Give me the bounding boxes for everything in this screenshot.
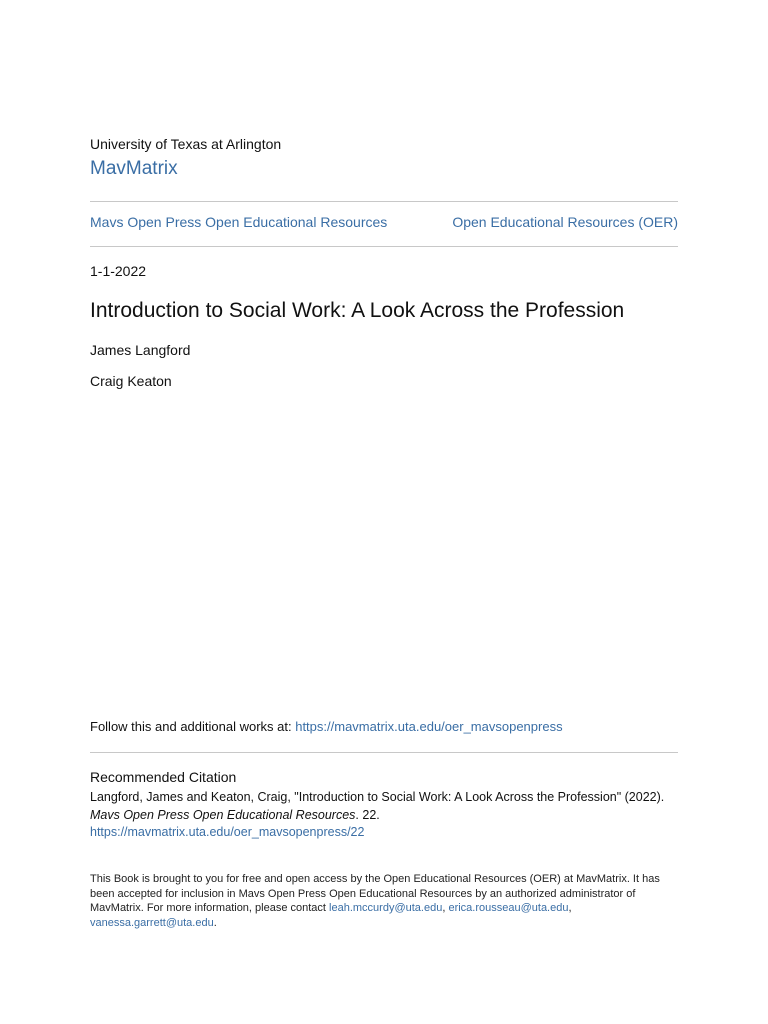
- follow-line: [90, 719, 563, 734]
- notice-end: .: [213, 916, 217, 929]
- citation-number: . 22.: [355, 807, 380, 822]
- document-title: Introduction to Social Work: A Look Across the Profession: [90, 299, 625, 322]
- citation-url-link[interactable]: https://mavmatrix.uta.edu/oer_mavsopenpress/22: [90, 825, 365, 839]
- email-separator: ,: [568, 902, 572, 915]
- community-link[interactable]: Open Educational Resources (OER): [452, 214, 678, 230]
- access-notice-text: This Book is brought to you for free and open access by the Open Educational Resources (OER) at MavMatrix. It has been accepted for inclusion in Mavs Open Press Open Educational Resources by an authorized administrator of MavMatrix. For more information, please contact: [90, 873, 660, 915]
- access-notice: [90, 872, 670, 930]
- citation-series: Mavs Open Press Open Educational Resources: [90, 807, 356, 822]
- follow-label: Follow this and additional works at:: [90, 719, 296, 734]
- publication-date: 1-1-2022: [90, 263, 147, 279]
- author-name: James Langford: [90, 342, 191, 358]
- citation-heading: Recommended Citation: [90, 769, 237, 785]
- divider-top: [90, 201, 678, 202]
- collection-link[interactable]: Mavs Open Press Open Educational Resources: [90, 214, 388, 230]
- citation-body: [90, 789, 690, 842]
- repository-link[interactable]: MavMatrix: [90, 158, 178, 179]
- author-name: Craig Keaton: [90, 373, 172, 389]
- divider-citation: [90, 752, 678, 753]
- follow-url-link[interactable]: https://mavmatrix.uta.edu/oer_mavsopenpress: [295, 719, 563, 734]
- citation-text: Langford, James and Keaton, Craig, "Introduction to Social Work: A Look Across the Profession" (2022).: [90, 790, 665, 804]
- email-link[interactable]: leah.mccurdy@uta.edu: [329, 902, 443, 915]
- institution-name: University of Texas at Arlington: [90, 136, 282, 152]
- citation-series-line: [90, 807, 690, 825]
- breadcrumb-nav: [90, 214, 678, 230]
- email-separator: ,: [442, 902, 449, 915]
- email-link[interactable]: vanessa.garrett@uta.edu: [90, 916, 214, 929]
- divider-nav: [90, 246, 678, 247]
- email-link[interactable]: erica.rousseau@uta.edu: [448, 902, 569, 915]
